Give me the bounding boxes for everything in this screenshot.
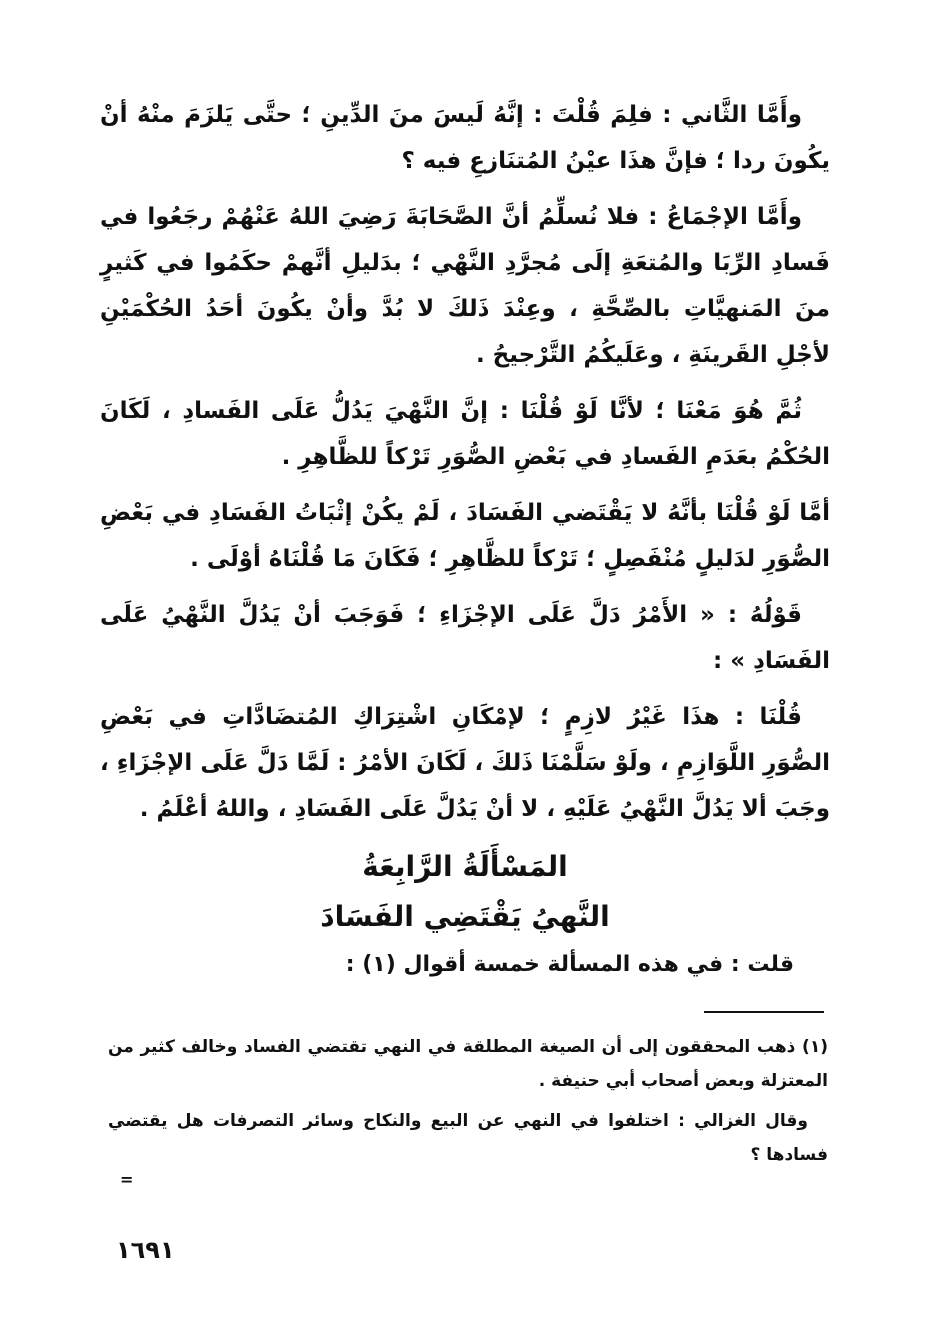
intro-line: قلت : في هذه المسألة خمسة أقوال (١) : xyxy=(345,952,794,977)
footnote-separator xyxy=(704,1011,824,1013)
paragraph-second-point: وأَمَّا الثَّاني : فلِمَ قُلْتَ : إنَّهُ لَيسَ منَ الدِّينِ ؛ حتَّى يَلزَمَ منْهُ أنْ يكُونَ ردا ؛ فإنَّ هذَا عيْنُ المُتنَازعِ فيه ؟ xyxy=(100,102,830,174)
paragraph-consensus: وأَمَّا الإجْمَاعُ : فلا نُسلِّمُ أنَّ الصَّحَابَةَ رَضِيَ اللهُ عَنْهُمْ رجَعُوا في فَسادِ الرِّبَا والمُتعَةِ إلَى مُجرَّدِ النَّهْي ؛ بدَليلِ أنَّهمْ حكَمُوا في كَثيرٍ منَ المَنهيَّاتِ بالصِّحَّةِ ، وعِنْدَ ذَلكَ لا بُدَّ وأنْ يكُونَ أحَدُ الحُكْمَيْنِ لأجْلِ القَرينَةِ ، وعَلَيكُمُ التَّرْجيحُ . xyxy=(100,204,830,368)
paragraph-we-said: قُلْنَا : هذَا غَيْرُ لازِمٍ ؛ لإمْكَانِ اشْتِرَاكِ المُتضَادَّاتِ في بَعْضِ الصُّوَرِ اللَّوَازِمِ ، ولَوْ سَلَّمْنَا ذَلكَ ، لَكَانَ الأمْرُ : لَمَّا دَلَّ عَلَى الإجْزَاءِ ، وجَبَ ألا يَدُلَّ النَّهْيُ عَلَيْهِ ، لا أنْ يَدُلَّ عَلَى الفَسَادِ ، واللهُ أعْلَمُ . xyxy=(100,704,830,822)
section-heading: المَسْأَلَةُ الرَّابِعَةُ xyxy=(362,850,568,883)
page-number: ١٦٩١ xyxy=(116,1236,175,1264)
footnote-1-continued: وقال الغزالي : اختلفوا في النهي عن البيع والنكاح وسائر التصرفات هل يقتضي فسادها ؟ xyxy=(108,1111,828,1165)
footnotes-block xyxy=(108,1030,828,1178)
continuation-mark: = xyxy=(120,1170,134,1189)
paragraph-his-saying: قَوْلُهُ : « الأَمْرُ دَلَّ عَلَى الإجْزَاءِ ؛ فَوَجَبَ أنْ يَدُلَّ النَّهْيُ عَلَى الفَسَادِ » : xyxy=(100,602,830,674)
section-subheading: النَّهيُ يَقْتَضِي الفَسَادَ xyxy=(320,900,610,933)
main-text-block xyxy=(100,92,830,988)
paragraph-with-us: ثُمَّ هُوَ مَعْنَا ؛ لأنَّا لَوْ قُلْنَا : إنَّ النَّهْيَ يَدُلُّ عَلَى الفَسادِ ، لَكَانَ الحُكْمُ بعَدَمِ الفَسادِ في بَعْضِ الصُّوَرِ تَرْكاً للظَّاهِرِ . xyxy=(100,398,830,470)
footnote-1: (١) ذهب المحققون إلى أن الصيغة المطلقة في النهي تقتضي الفساد وخالف كثير من المعتزلة وبعض أصحاب أبي حنيفة . xyxy=(108,1037,828,1091)
paragraph-if-we-said: أمَّا لَوْ قُلْنَا بأنَّهُ لا يَقْتَضي الفَسَادَ ، لَمْ يكُنْ إثْبَاتُ الفَسَادِ في بَعْضِ الصُّوَرِ لدَليلٍ مُنْفَصِلٍ ؛ تَرْكاً للظَّاهِرِ ؛ فَكَانَ مَا قُلْنَاهُ أوْلَى . xyxy=(100,500,830,572)
